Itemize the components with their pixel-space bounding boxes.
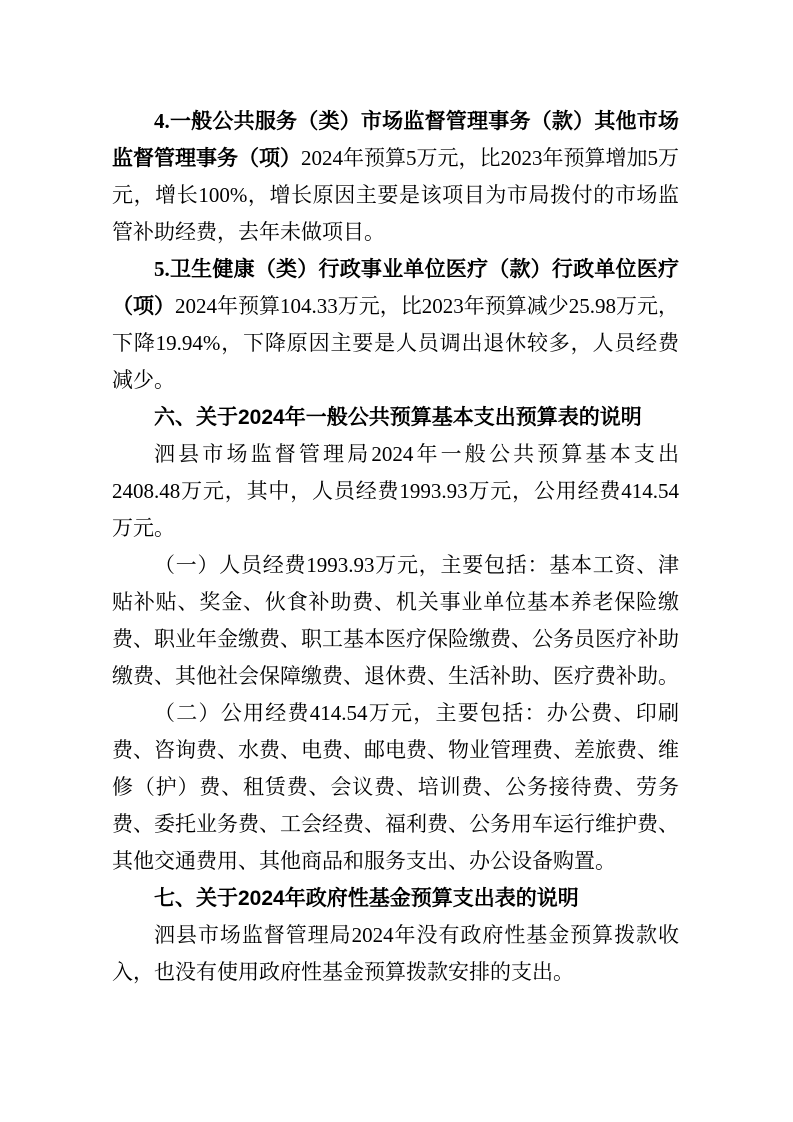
- paragraph: [112, 547, 679, 695]
- paragraph: [112, 917, 679, 991]
- section-heading: [112, 880, 679, 917]
- bold-lead-text: 4.一般公共服务（类）市场监督管理事务（款）其他市场监督管理事务（项）: [112, 109, 679, 170]
- bold-lead-text: 七、关于2024年政府性基金预算支出表的说明: [154, 887, 579, 910]
- paragraph-text: （一）人员经费1993.93万元，主要包括：基本工资、津贴补贴、奖金、伙食补助费、机关事业单位基本养老保险缴费、职业年金缴费、职工基本医疗保险缴费、公务员医疗补助缴费、其他社会保障缴费、退休费、生活补助、医疗费补助。: [112, 553, 679, 688]
- paragraph: [112, 436, 679, 547]
- bold-lead-text: 5.卫生健康（类）行政事业单位医疗（款）行政单位医疗（项）: [112, 257, 679, 318]
- content-area: [112, 103, 679, 991]
- paragraph: [112, 103, 679, 251]
- bold-lead-text: 六、关于2024年一般公共预算基本支出预算表的说明: [154, 406, 642, 429]
- paragraph: [112, 695, 679, 880]
- paragraph-text: 泗县市场监督管理局2024年一般公共预算基本支出2408.48万元，其中，人员经费1993.93万元，公用经费414.54万元。: [112, 442, 679, 540]
- section-heading: [112, 399, 679, 436]
- paragraph-text: 泗县市场监督管理局2024年没有政府性基金预算拨款收入，也没有使用政府性基金预算拨款安排的支出。: [112, 923, 679, 984]
- paragraph-text: 2024年预算104.33万元，比2023年预算减少25.98万元，下降19.94%，下降原因主要是人员调出退休较多，人员经费减少。: [112, 294, 679, 392]
- paragraph-text: （二）公用经费414.54万元，主要包括：办公费、印刷费、咨询费、水费、电费、邮电费、物业管理费、差旅费、维修（护）费、租赁费、会议费、培训费、公务接待费、劳务费、委托业务费、工会经费、福利费、公务用车运行维护费、其他交通费用、其他商品和服务支出、办公设备购置。: [112, 701, 679, 873]
- paragraph: [112, 251, 679, 399]
- paragraph-text: 2024年预算5万元，比2023年预算增加5万元，增长100%，增长原因主要是该项目为市局拨付的市场监管补助经费，去年未做项目。: [112, 146, 679, 244]
